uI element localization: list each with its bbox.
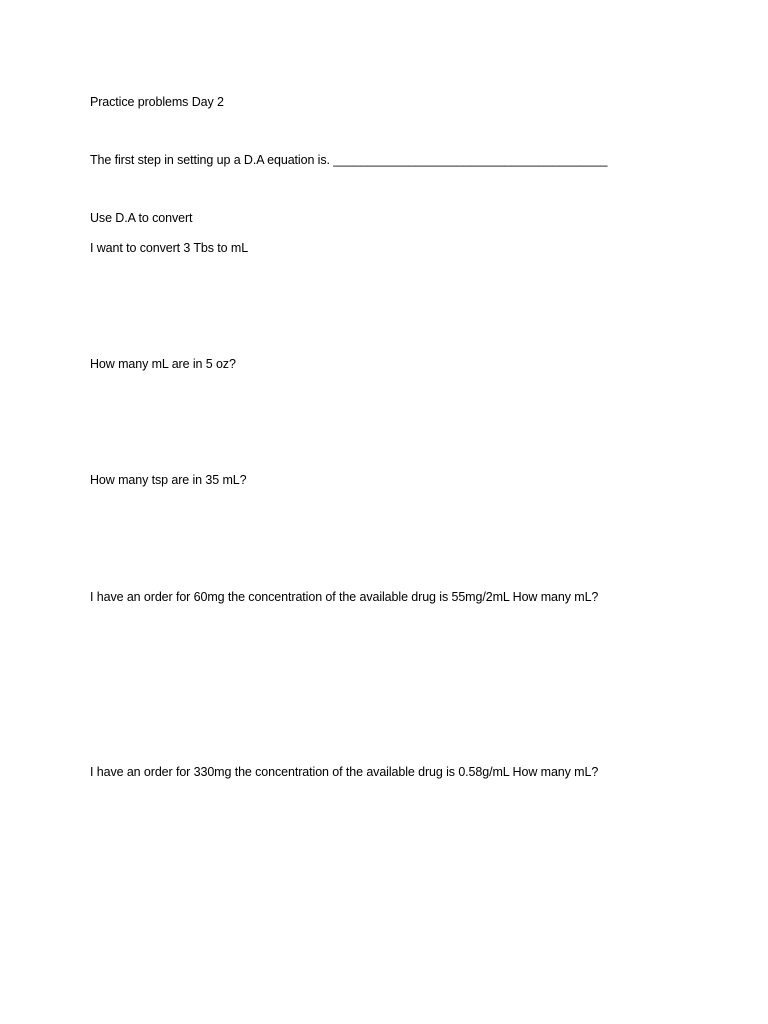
instruction-use-da: Use D.A to convert <box>90 211 193 225</box>
document-title: Practice problems Day 2 <box>90 95 224 109</box>
question-ml-in-oz: How many mL are in 5 oz? <box>90 357 236 371</box>
question-order-330mg: I have an order for 330mg the concentration of the available drug is 0.58g/mL How many mL? <box>90 765 599 779</box>
question-order-60mg: I have an order for 60mg the concentration of the available drug is 55mg/2mL How many mL? <box>90 590 599 604</box>
question-first-step: The first step in setting up a D.A equation is. ________________________________________ <box>90 153 608 167</box>
question-convert-tbs: I want to convert 3 Tbs to mL <box>90 241 249 255</box>
question-tsp-in-ml: How many tsp are in 35 mL? <box>90 473 247 487</box>
